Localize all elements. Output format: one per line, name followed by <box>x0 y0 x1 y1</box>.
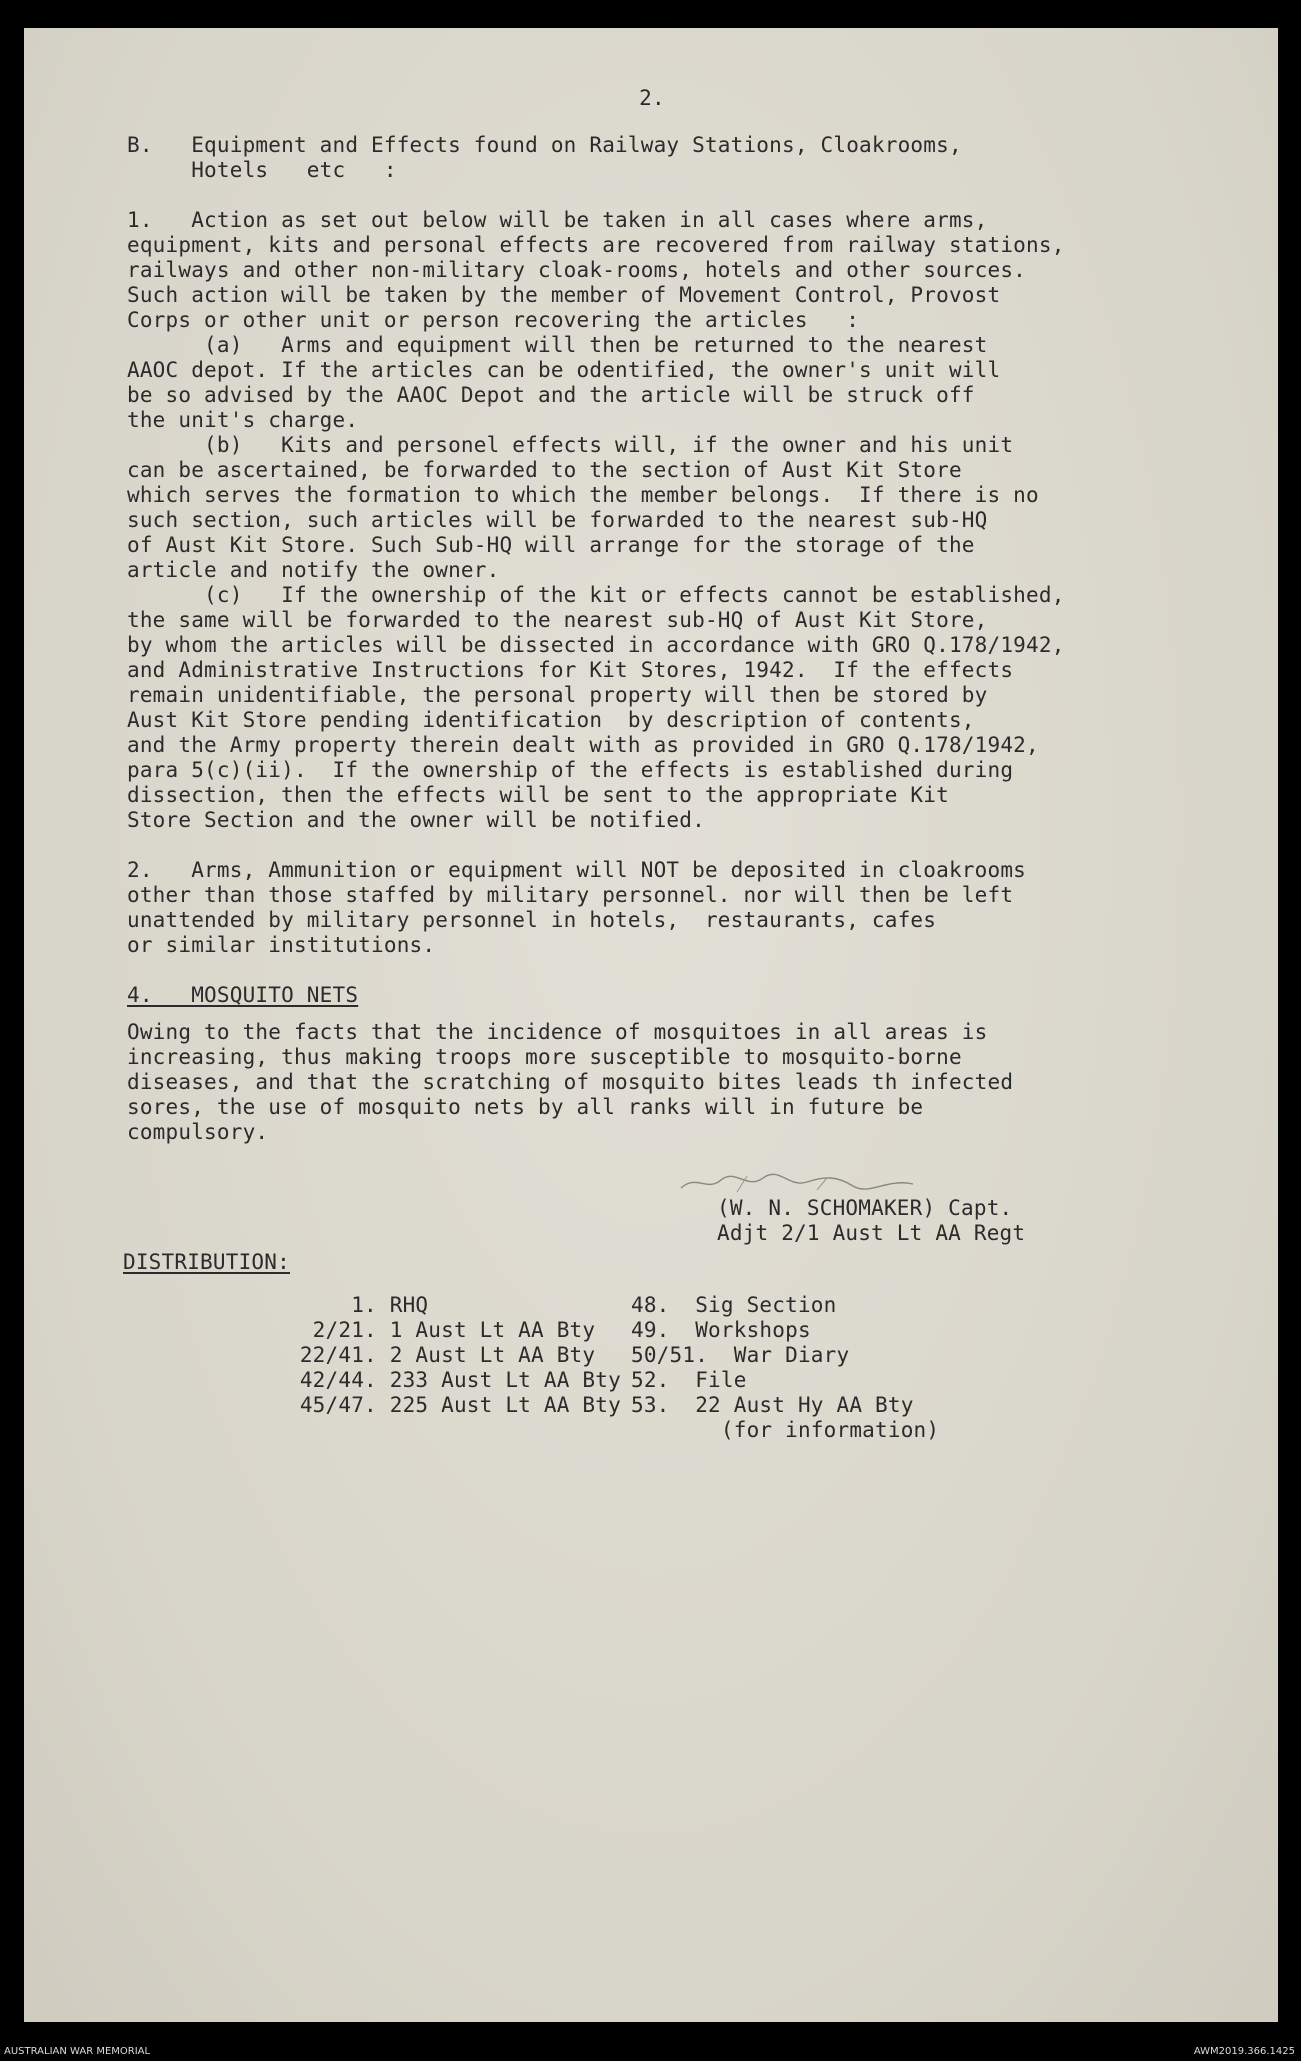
distribution-entry: 22/41. 2 Aust Lt AA Bty <box>287 1343 596 1367</box>
para1-line: of Aust Kit Store. Such Sub-HQ will arrange for the storage of the <box>127 533 975 557</box>
section-4-heading: 4. MOSQUITO NETS <box>127 983 359 1007</box>
para1-line: Corps or other unit or person recovering the articles : <box>127 308 860 332</box>
para1-line: para 5(c)(ii). If the ownership of the effects is established during <box>127 758 1014 782</box>
distribution-entry: 50/51. War Diary <box>631 1343 850 1367</box>
para2-line: other than those staffed by military personnel. nor will then be left <box>127 883 1014 907</box>
handwritten-signature <box>677 1170 1237 1196</box>
para1-line: Store Section and the owner will be notified. <box>127 808 705 832</box>
signature-title: Adjt 2/1 Aust Lt AA Regt <box>717 1221 1026 1245</box>
para1-line: and the Army property therein dealt with as provided in GRO Q.178/1942, <box>127 733 1039 757</box>
distribution-entry: 49. Workshops <box>631 1318 811 1342</box>
archive-footer <box>0 2043 1301 2061</box>
para1-line: article and notify the owner. <box>127 558 500 582</box>
distribution-right-column <box>631 1293 939 1443</box>
page-number: 2. <box>639 86 665 110</box>
para1-line: (a) Arms and equipment will then be returned to the nearest <box>127 333 988 357</box>
section-b-heading-line2: Hotels etc : <box>127 158 397 182</box>
section-4-body <box>127 1020 1237 1145</box>
para1-line: be so advised by the AAOC Depot and the article will be struck off <box>127 383 975 407</box>
distribution-entry: 45/47. 225 Aust Lt AA Bty <box>287 1393 621 1417</box>
para1-line: 1. Action as set out below will be taken in all cases where arms, <box>127 208 988 232</box>
footer-accession-number: AWM2019.366.1425 <box>1193 2046 1295 2057</box>
document-body <box>123 86 1237 1453</box>
para1-line: equipment, kits and personal effects are recovered from railway stations, <box>127 233 1065 257</box>
para1-line: (c) If the ownership of the kit or effects cannot be established, <box>127 583 1065 607</box>
para1-line: and Administrative Instructions for Kit Stores, 1942. If the effects <box>127 658 1014 682</box>
para1-line: railways and other non-military cloak-rooms, hotels and other sources. <box>127 258 1027 282</box>
para1-line: by whom the articles will be dissected in accordance with GRO Q.178/1942, <box>127 633 1065 657</box>
section-b-heading-line1: B. Equipment and Effects found on Railway Stations, Cloakrooms, <box>127 133 962 157</box>
section4-line: increasing, thus making troops more susceptible to mosquito-borne <box>127 1045 962 1069</box>
signature-name: (W. N. SCHOMAKER) Capt. <box>717 1196 1013 1220</box>
section4-line: compulsory. <box>127 1120 269 1144</box>
paragraph-2 <box>127 858 1237 958</box>
section4-line: Owing to the facts that the incidence of mosquitoes in all areas is <box>127 1020 988 1044</box>
distribution-entry: 42/44. 233 Aust Lt AA Bty <box>287 1368 621 1392</box>
para2-line: 2. Arms, Ammunition or equipment will NOT be deposited in cloakrooms <box>127 858 1027 882</box>
distribution-heading: DISTRIBUTION: <box>123 1250 290 1274</box>
para1-line: the unit's charge. <box>127 408 359 432</box>
para1-line: remain unidentifiable, the personal property will then be stored by <box>127 683 988 707</box>
section4-line: sores, the use of mosquito nets by all ranks will in future be <box>127 1095 924 1119</box>
para1-line: such section, such articles will be forwarded to the nearest sub-HQ <box>127 508 988 532</box>
distribution-entry: 2/21. 1 Aust Lt AA Bty <box>287 1318 596 1342</box>
distribution-entry: 48. Sig Section <box>631 1293 837 1317</box>
section4-line: diseases, and that the scratching of mosquito bites leads th infected <box>127 1070 1014 1094</box>
para1-line: AAOC depot. If the articles can be odentified, the owner's unit will <box>127 358 1001 382</box>
distribution-entry: (for information) <box>631 1418 940 1442</box>
distribution-entry: 52. File <box>631 1368 747 1392</box>
para1-line: (b) Kits and personel effects will, if the owner and his unit <box>127 433 1014 457</box>
distribution-left-column <box>287 1293 621 1418</box>
para1-line: can be ascertained, be forwarded to the section of Aust Kit Store <box>127 458 962 482</box>
distribution-entry: 53. 22 Aust Hy AA Bty <box>631 1393 914 1417</box>
para1-line: Such action will be taken by the member of Movement Control, Provost <box>127 283 1001 307</box>
para1-line: which serves the formation to which the member belongs. If there is no <box>127 483 1039 507</box>
para1-line: Aust Kit Store pending identification by description of contents, <box>127 708 975 732</box>
para1-line: the same will be forwarded to the nearest sub-HQ of Aust Kit Store, <box>127 608 988 632</box>
para2-line: unattended by military personnel in hotels, restaurants, cafes <box>127 908 937 932</box>
document-page <box>24 28 1278 2022</box>
distribution-entry: 1. RHQ <box>287 1293 429 1317</box>
para2-line: or similar institutions. <box>127 933 436 957</box>
paragraph-1 <box>127 208 1237 833</box>
para1-line: dissection, then the effects will be sent to the appropriate Kit <box>127 783 949 807</box>
distribution-list <box>127 1293 1237 1453</box>
footer-institution: AUSTRALIAN WAR MEMORIAL <box>4 2046 151 2057</box>
